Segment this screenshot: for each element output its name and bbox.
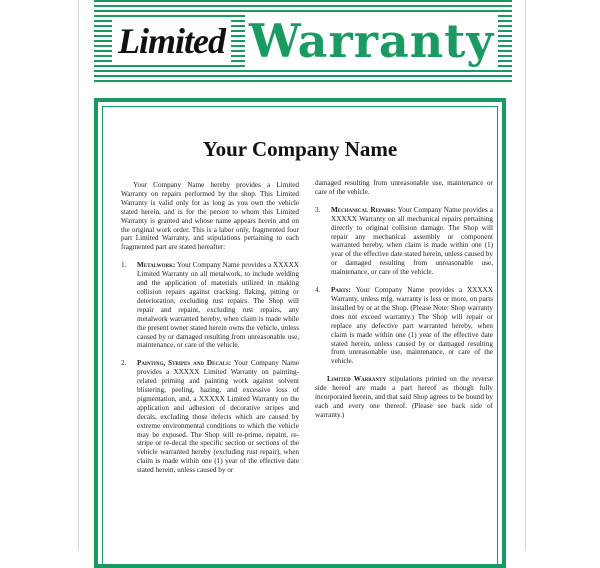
section-number: 3. [315,205,321,214]
closing-paragraph [315,375,493,420]
section-parts [315,286,493,366]
section-body: Your Company Name provides a XXXXX Warranty, unless mfg. warranty is less or more, on parts installed by or at the Shop. (Please Note: Shop warranty does not exceed warranty.) The Shop will repair or replace any defective part warranted hereby, when claim is made within one (1) year of the effective date stated herein, unless caused by or damaged resulting from unreasonable use, maintenance, or care of the vehicle. [331,286,493,366]
section-number: 4. [315,286,321,295]
intro-paragraph: Your Company Name hereby provides a Limited Warranty on repairs performed by the shop. This Limited Warranty is valid only for as long as you own the vehicle stated herein, and is for the person to whom this Limited Warranty is granted and whose name appears herein and on the original work order. This is a labor only, fragmented four part Limited Warranty, and stipulations pertaining to each fragmented part are stated hereafter: [121,181,299,252]
section-body: Your Company Name provides a XXXXX Limited Warranty on painting-related priming and painting work against solvent blistering, peeling, hazing, and excessive loss of pigmentation, and, a XXXXX Limited Warranty on the application and adhesion of decorative stripes and decals, excluding those defects which are caused by extreme environmental conditions to which the vehicle may be exposed. The Shop will re-prime, repaint, re-stripe or re-decal the specific section or sections of the vehicle warranted hereby (excluding rust repair), when claim is made within one (1) year of the effective date stated herein, unless caused by or [137,359,299,475]
section-metalwork [121,261,299,350]
document-frame [94,98,506,568]
title-limited: Limited [112,20,231,62]
section-number: 1. [121,261,127,270]
title-banner [112,12,504,70]
left-column [121,181,299,484]
document-inner-frame [102,106,498,564]
closing-heading: Limited Warranty [327,375,387,384]
section-heading: Parts: [331,286,351,295]
section-number: 2. [121,359,127,368]
section-painting [121,359,299,475]
section-heading: Metalwork: [137,261,176,270]
section-heading: Mechanical Repairs: [331,205,396,214]
title-warranty: Warranty [245,14,498,68]
section-heading: Painting, Stripes and Decals: [137,359,232,368]
section-body: Your Company Name provides a XXXXX Warranty on all mechanical repairs pertaining directly to original collision damage. The Shop will repair any mechanical assembly or component warranted hereby, when claim is made within one (1) year of the effective date stated herein, unless caused by or damaged resulting from unreasonable use, maintenance, or care of the vehicle. [331,205,493,277]
company-name-heading: Your Company Name [202,137,398,161]
section-continuation: damaged resulting from unreasonable use, maintenance or care of the vehicle. [315,179,493,196]
section-body: Your Company Name provides a XXXXX Limited Warranty on all metalwork, to include welding and the application of materials utilized in making collision repairs against cracking, flaking, pitting or deterioration, excluding rust repairs. The Shop will repair and repaint, excluding rust repairs, any metalwork warranted hereby, when claim is made while the present owner stated herein owns the vehicle, unless caused by or damaged resulting from unreasonable use, maintenance, or care of the vehicle. [137,261,300,350]
right-column [315,179,493,429]
closing-body: stipulations printed on the reverse side hereof are made a part hereof as though fully incorporated herein, and that said Shop agrees to be bound by each and every one thereof. (Please see back side of warranty.) [315,375,494,419]
section-mechanical [315,206,493,277]
